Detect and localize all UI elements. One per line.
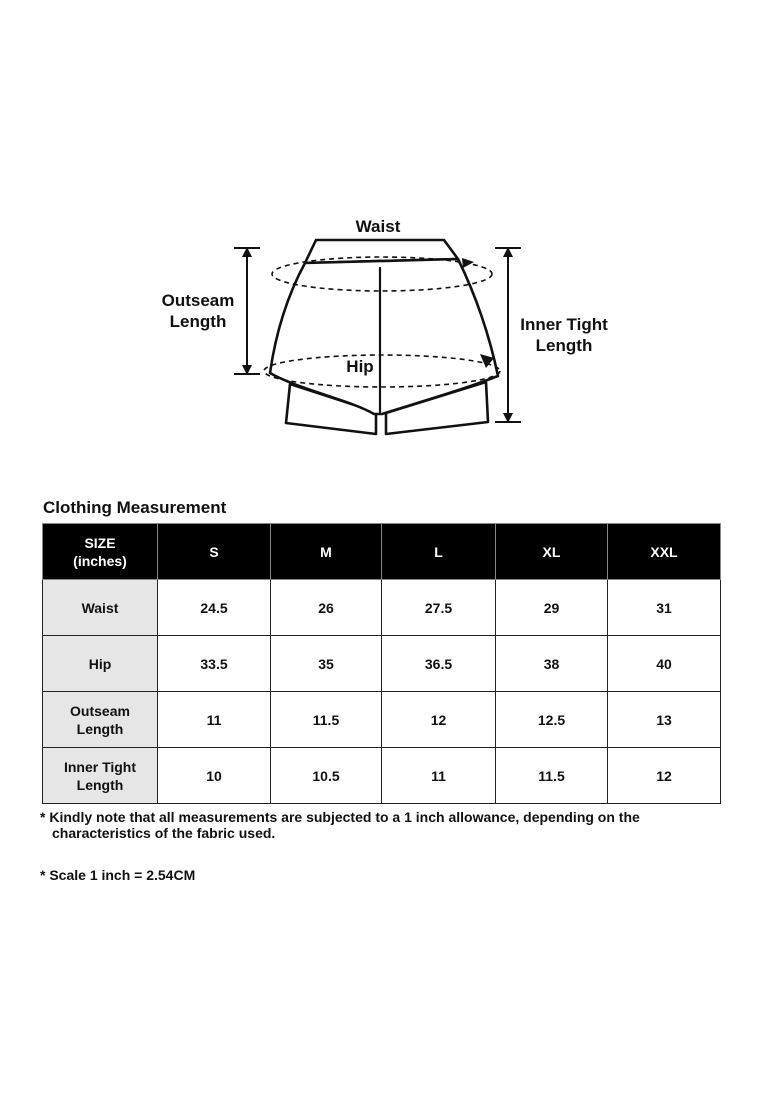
inner-label-line2: Length (535, 336, 593, 355)
table-cell: 12 (382, 692, 496, 748)
waist-ellipse-arrow (462, 258, 474, 268)
row-label (43, 580, 158, 636)
table-row-hip (43, 636, 721, 692)
table-cell: 31 (608, 580, 721, 636)
table-cell: 35 (271, 636, 382, 692)
size-col-xl: XL (496, 524, 608, 580)
allowance-note-line1: * Kindly note that all measurements are subjected to a 1 inch allowance, depending on the (40, 809, 640, 825)
allowance-note (40, 809, 720, 841)
table-header-row (43, 524, 721, 580)
table-cell: 11.5 (271, 692, 382, 748)
row-label (43, 748, 158, 804)
hip-label: Hip (346, 357, 374, 376)
table-cell: 24.5 (158, 580, 271, 636)
row-label (43, 636, 158, 692)
outseam-label-line1: Outseam (161, 291, 235, 310)
outseam-label-line2: Length (169, 312, 227, 331)
row-label-line1: Hip (88, 655, 112, 672)
size-chart-table (42, 523, 721, 804)
table-cell: 11 (158, 692, 271, 748)
size-col-m: M (271, 524, 382, 580)
shorts-diagram (0, 0, 762, 480)
table-row-inner-tight (43, 748, 721, 804)
row-label (43, 692, 158, 748)
table-cell: 38 (496, 636, 608, 692)
outseam-length-label (148, 290, 248, 332)
table-cell: 13 (608, 692, 721, 748)
row-label-line1: Inner Tight (63, 758, 137, 775)
table-cell: 10 (158, 748, 271, 804)
table-cell: 40 (608, 636, 721, 692)
size-header-cell (43, 524, 158, 580)
table-cell: 12.5 (496, 692, 608, 748)
size-col-l: L (382, 524, 496, 580)
row-label-line1: Waist (81, 599, 119, 616)
table-cell: 36.5 (382, 636, 496, 692)
allowance-note-line2: characteristics of the fabric used. (52, 825, 276, 841)
table-cell: 33.5 (158, 636, 271, 692)
table-cell: 11.5 (496, 748, 608, 804)
waist-label: Waist (355, 217, 401, 236)
size-col-xxl: XXL (608, 524, 721, 580)
table-cell: 26 (271, 580, 382, 636)
size-col-s: S (158, 524, 271, 580)
table-cell: 27.5 (382, 580, 496, 636)
row-label-line2: Length (76, 776, 124, 793)
table-cell: 12 (608, 748, 721, 804)
table-row-waist (43, 580, 721, 636)
scale-note: * Scale 1 inch = 2.54CM (40, 867, 196, 883)
inner-tight-length-label (508, 314, 620, 356)
row-label-line2: Length (76, 720, 124, 737)
size-header-line2: (inches) (73, 552, 127, 569)
inner-label-line1: Inner Tight (520, 315, 608, 334)
table-cell: 11 (382, 748, 496, 804)
size-header-line1: SIZE (84, 534, 116, 551)
table-row-outseam (43, 692, 721, 748)
table-title: Clothing Measurement (43, 498, 227, 517)
table-cell: 10.5 (271, 748, 382, 804)
table-cell: 29 (496, 580, 608, 636)
row-label-line1: Outseam (70, 702, 130, 719)
